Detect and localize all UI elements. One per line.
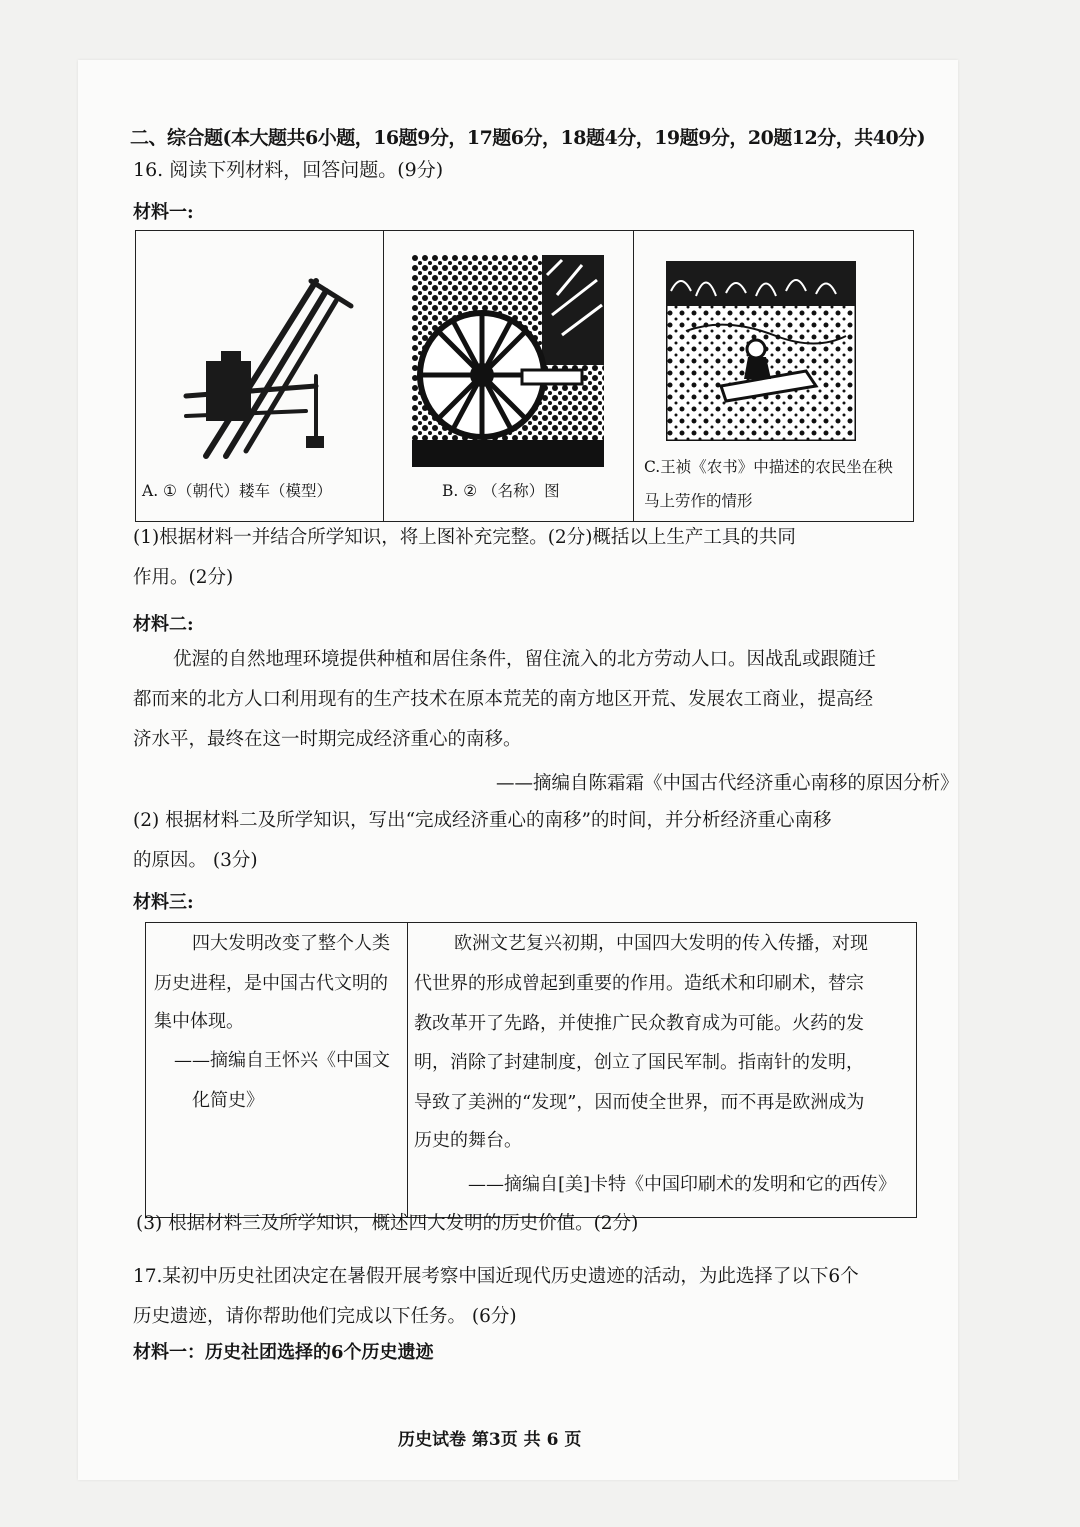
material-3-left-line-2: 历史进程，是中国古代文明的 <box>154 973 388 994</box>
image-cell-a <box>136 231 383 521</box>
material-2-source: ——摘编自陈霜霜《中国古代经济重心南移的原因分析》 <box>496 773 959 794</box>
material-3-left-line-1: 四大发明改变了整个人类 <box>192 933 390 954</box>
sub-question-2-line-2: 的原因。 (3分) <box>133 850 258 871</box>
material-3-left-cell <box>146 923 408 1217</box>
material-3-right-cell <box>408 923 916 1217</box>
page-footer: 历史试卷 第3页 共 6 页 <box>398 1430 582 1450</box>
image-b-caption: B. ② （名称）图 <box>442 482 560 500</box>
material-3-table <box>145 922 917 1218</box>
material-2-line-2: 都而来的北方人口利用现有的生产技术在原本荒芜的南方地区开荒、发展农工商业，提高经 <box>133 689 874 710</box>
material-3-label: 材料三: <box>133 892 194 913</box>
waterwheel-icon <box>412 255 604 467</box>
question-17-stem-line-2: 历史遗迹，请你帮助他们完成以下任务。 (6分) <box>133 1306 517 1327</box>
material-3-left-line-4: ——摘编自王怀兴《中国文 <box>174 1050 390 1071</box>
material-3-left-line-5: 化简史》 <box>192 1090 264 1111</box>
material-2-line-1: 优渥的自然地理环境提供种植和居住条件，留住流入的北方劳动人口。因战乱或跟随迁 <box>173 649 877 670</box>
image-c-caption-line-2: 马上劳作的情形 <box>644 492 753 510</box>
material-3-right-line-2: 代世界的形成曾起到重要的作用。造纸术和印刷术，替宗 <box>414 973 864 994</box>
material-3-right-line-4: 明，消除了封建制度，创立了国民军制。指南针的发明， <box>414 1052 864 1073</box>
material-3-right-line-3: 教改革开了先路，并使推广民众教育成为可能。火药的发 <box>414 1013 864 1034</box>
material-1-image-table <box>135 230 914 522</box>
material-2-line-3: 济水平，最终在这一时期完成经济重心的南移。 <box>133 729 522 750</box>
material-3-left-line-3: 集中体现。 <box>154 1011 244 1032</box>
question-17-stem-line-1: 17.某初中历史社团决定在暑假开展考察中国近现代历史遗迹的活动，为此选择了以下6个 <box>133 1266 859 1287</box>
material-3-right-line-1: 欧洲文艺复兴初期，中国四大发明的传入传播，对现 <box>454 933 868 954</box>
material-3-right-line-6: 历史的舞台。 <box>414 1130 522 1151</box>
section-title: 二、综合题(本大题共6小题，16题9分，17题6分，18题4分，19题9分，20题12分，共40分) <box>130 127 926 149</box>
sub-question-1-line-2: 作用。(2分) <box>133 567 234 588</box>
sub-question-2-line-1: (2) 根据材料二及所学知识，写出“完成经济重心的南移”的时间，并分析经济重心南移 <box>133 810 832 831</box>
question-17-material-1-label: 材料一：历史社团选择的6个历史遗迹 <box>133 1342 434 1363</box>
sub-question-3: (3) 根据材料三及所学知识，概述四大发明的历史价值。(2分) <box>136 1213 639 1234</box>
rice-transplanter-icon <box>666 261 856 441</box>
image-c-caption-line-1: C.王祯《农书》中描述的农民坐在秧 <box>644 458 893 476</box>
question-16-stem: 16. 阅读下列材料，回答问题。(9分) <box>133 159 444 181</box>
image-a-caption: A. ①（朝代）耧车（模型） <box>142 482 332 500</box>
seed-drill-icon <box>166 266 366 466</box>
material-2-label: 材料二: <box>133 614 194 635</box>
image-cell-b <box>383 231 633 521</box>
material-1-label: 材料一: <box>133 202 194 223</box>
material-3-right-line-5: 导致了美洲的“发现”，因而使全世界，而不再是欧洲成为 <box>414 1092 865 1113</box>
image-cell-c <box>633 231 912 521</box>
material-3-right-source: ——摘编自[美]卡特《中国印刷术的发明和它的西传》 <box>468 1174 897 1195</box>
sub-question-1-line-1: (1)根据材料一并结合所学知识，将上图补充完整。(2分)概括以上生产工具的共同 <box>133 527 796 548</box>
